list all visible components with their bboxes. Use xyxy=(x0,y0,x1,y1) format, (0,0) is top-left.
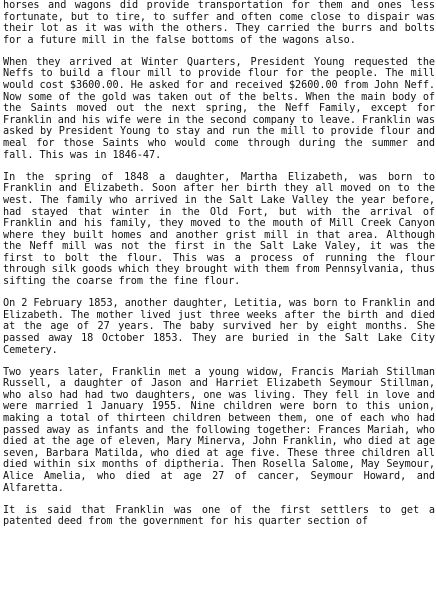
paragraph: horses and wagons did provide transportation for them and ones less fortunate, but to tire, to suffer and often come close to dispair was their lot as it was with the others. They carried the burrs and bolts for a future mill in the false bottoms of the wagons also. xyxy=(3,0,435,46)
paragraph: It is said that Franklin was one of the first settlers to get a patented deed from the government for his quarter section of xyxy=(3,504,435,528)
paragraph: Two years later, Franklin met a young widow, Francis Mariah Stillman Russell, a daughter of Jason and Harriet Elizabeth Seymour Stillman, who also had had two daughters, one was living. They fell in love and were married 1 January 1955. Nine children were born to this union, making a total of thirteen children between them, one of each who had passed away as infants and the following together: Frances Mariah, who died at the age of eleven, Mary Minerva, John Franklin, who died at age seven, Barbara Matilda, who died at age five. These three children all died within six months of diptheria. Then Rosella Salome, May Seymour, Alice Amelia, who died at age 27 of cancer, Seymour Howard, and Alfaretta. xyxy=(3,366,435,494)
paragraph: On 2 February 1853, another daughter, Letitia, was born to Franklin and Elizabeth. The mother lived just three weeks after the birth and died at the age of 27 years. The baby survived her by eight months. She passed away 18 October 1853. They are buried in the Salt Lake City Cemetery. xyxy=(3,298,435,356)
paragraph: In the spring of 1848 a daughter, Martha Elizabeth, was born to Franklin and Elizabeth. Soon after her birth they all moved on to the west. The family who arrived in the Salt Lake Valley the year before, had stayed that winter in the Old Fort, but with the arrival of Franklin and his family, they moved to the mouth of Mill Creek Canyon where they built homes and another grist mill in that area. Although the Neff mill was not the first in the Salt Lake Valey, it was the first to bolt the flour. This was a process of running the flour through silk goods which they brought with them from Pennsylvania, thus sifting the coarse from the fine flour. xyxy=(3,171,435,288)
paragraph: When they arrived at Winter Quarters, President Young requested the Neffs to build a flour mill to provide flour for the people. The mill would cost $3600.00. He asked for and received $2600.00 from John Neff. Now some of the gold was taken out of the belts. When the main body of the Saints moved out the next spring, the Neff Family, except for Franklin and his wife were in the second company to leave. Franklin was asked by President Young to stay and run the mill to provide flour and meal for those Saints who would come through during the summer and fall. This was in 1846-47. xyxy=(3,56,435,161)
document-page xyxy=(3,0,435,538)
